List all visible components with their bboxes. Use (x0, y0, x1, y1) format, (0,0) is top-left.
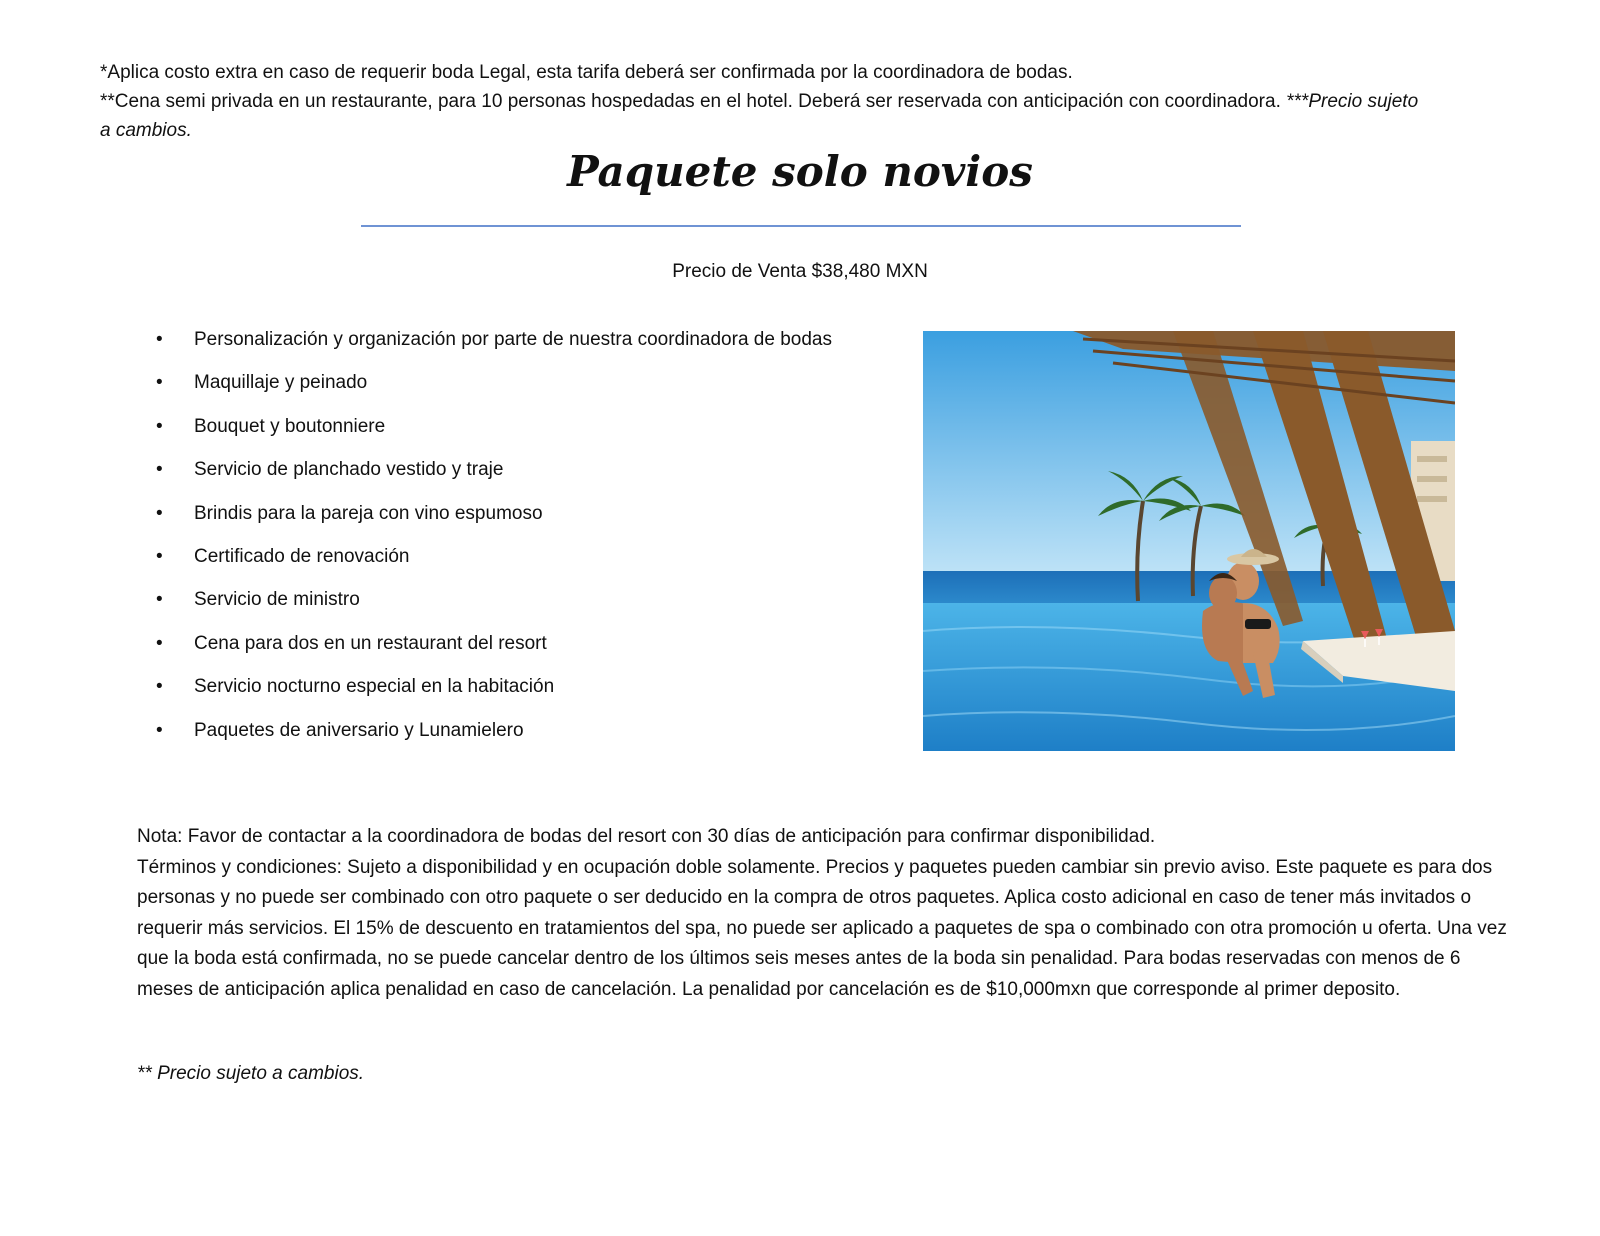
list-item: • Paquetes de aniversario y Lunamielero (150, 719, 832, 762)
list-item: • Brindis para la pareja con vino espumoso (150, 502, 832, 545)
terms-and-conditions: Términos y condiciones: Sujeto a disponibilidad y en ocupación doble solamente. Precios y paquetes pueden cambiar sin previo aviso. Este paquete es para dos personas y no puede ser combinado con otro paquete o ser deducido en la compra de otros paquetes. Aplica costo adicional en caso de tener más invitados o requerir más servicios. El 15% de descuento en tratamientos del spa, no puede ser aplicado a paquetes de spa o combinado con otra promoción u oferta. Una vez que la boda está confirmada, no se puede cancelar dentro de los últimos seis meses antes de la boda sin penalidad. Para bodas reservadas con menos de 6 meses de anticipación aplica penalidad en caso de cancelación. La penalidad por cancelación es de $10,000mxn que corresponde al primer deposito. (137, 856, 1507, 1000)
list-item: • Servicio de planchado vestido y traje (150, 458, 832, 501)
page-title: Paquete solo novios (567, 147, 1033, 196)
note-dinner (100, 87, 1430, 145)
sale-price: Precio de Venta $38,480 MXN (672, 261, 928, 282)
list-item: • Servicio de ministro (150, 588, 832, 631)
resort-couple-photo (923, 331, 1455, 751)
terms-section (137, 822, 1507, 1006)
list-item: • Personalización y organización por parte de nuestra coordinadora de bodas (150, 328, 832, 371)
title-divider (361, 225, 1241, 227)
note-dinner-text: **Cena semi privada en un restaurante, para 10 personas hospedadas en el hotel. Deberá ser reservada con anticipación con coordinadora. (100, 91, 1287, 112)
list-item: • Certificado de renovación (150, 545, 832, 588)
note-legal: *Aplica costo extra en caso de requerir boda Legal, esta tarifa deberá ser confirmada por la coordinadora de bodas. (100, 62, 1073, 83)
price-footnote: ** Precio sujeto a cambios. (137, 1063, 365, 1084)
feature-list (150, 328, 832, 762)
availability-note: Nota: Favor de contactar a la coordinadora de bodas del resort con 30 días de anticipación para confirmar disponibilidad. (137, 826, 1156, 847)
list-item: • Maquillaje y peinado (150, 371, 832, 414)
note-price-change: ***Precio sujeto a cambios. (100, 91, 1419, 141)
list-item: • Bouquet y boutonniere (150, 415, 832, 458)
list-item: • Cena para dos en un restaurant del resort (150, 632, 832, 675)
top-notes (100, 58, 1430, 145)
list-item: • Servicio nocturno especial en la habitación (150, 675, 832, 718)
